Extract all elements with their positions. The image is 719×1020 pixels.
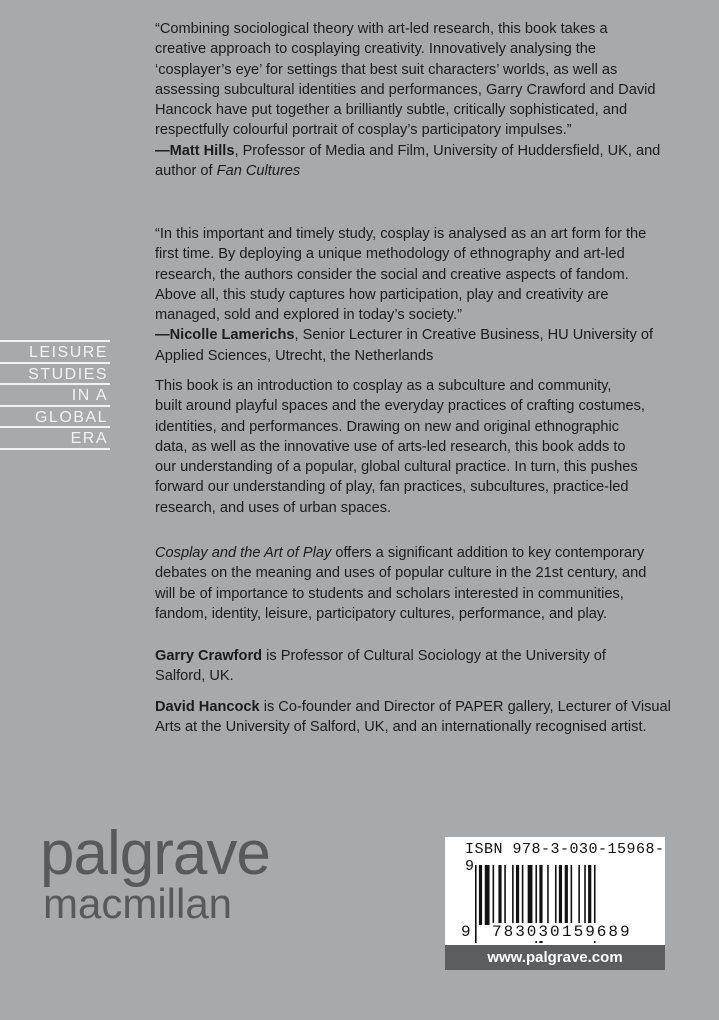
barcode-bar [565,865,568,925]
quote-line: Above all, this study captures how participation, play and creativity are [155,286,609,303]
series-label [0,340,110,450]
quote-line: managed, sold and explored in today’s society.” [155,307,462,324]
barcode-digits: 783030 [492,923,562,941]
barcode-bar [493,865,495,925]
quote-line: creative approach to cosplaying creativity. Innovatively analysing the [155,41,597,58]
quote-line: “In this important and timely study, cosplay is analysed as an art form for the [155,226,647,242]
barcode-digit: 9 [461,923,473,941]
barcode-bar [555,865,557,925]
author-bio-hancock [155,697,695,738]
endorser-affiliation: , Professor of Media and Film, University of Huddersfield, UK, and [234,142,661,159]
barcode-bar [571,865,573,925]
significance [155,543,695,624]
text-line: will be of importance to students and scholars interested in communities, [155,585,624,602]
barcode-bar [578,865,580,925]
series-word: LEISURE [0,340,110,362]
barcode-bar [512,865,514,925]
text-line: research, and uses of urban spaces. [155,499,392,516]
barcode-bar [475,865,477,943]
text-line: identities, and performances. Drawing on new and original ethnographic [155,418,620,435]
text-line: forward our understanding of play, fan practices, subcultures, practice-led [155,479,629,496]
quote-line: respectfully colourful portrait of cosplay’s participatory impulses.” [155,122,572,139]
barcode-bar [547,865,549,925]
book-title: Fan Cultures [216,163,301,180]
text-line: fandom, identity, leisure, participatory cultures, performance, and play. [155,605,608,622]
text-line: Arts at the University of Salford, UK, and an internationally recognised artist. [155,719,647,736]
barcode-bar [559,865,562,925]
series-word: IN A [0,383,110,405]
barcode-bar [485,865,490,925]
quote-line: “Combining sociological theory with art-led research, this book takes a [155,21,608,37]
endorser-name: —Matt Hills [155,142,235,159]
barcode-digits: 159689 [562,923,632,941]
barcode-bar [498,865,501,925]
series-word: ERA [0,426,110,448]
book-title: Cosplay and the Art of Play [155,545,332,561]
endorsement-matt-hills [155,19,695,181]
barcode [445,837,665,945]
endorser-affiliation: Applied Sciences, Utrecht, the Netherlands [155,347,434,364]
text-line: data, as well as the innovative use of arts-led research, this book adds to [155,438,626,455]
barcode-bar [588,865,591,925]
barcode-bar [516,865,519,925]
series-word: GLOBAL [0,405,110,427]
text-line: built around playful spaces and the everyday practices of crafting costumes, [155,398,645,415]
quote-line: ‘cosplayer’s eye’ for settings that best suit characters’ worlds, as well as [155,61,618,78]
endorsement-nicolle-lamerichs [155,224,695,366]
barcode-bar [504,865,506,925]
quote-line: first time. By deploying a unique methodology of ethnography and art-led [155,246,625,263]
text-line: is Co-founder and Director of PAPER gallery, Lecturer of Visual [259,699,671,715]
barcode-bar [479,865,482,925]
endorser-name: —Nicolle Lamerichs [155,327,295,344]
endorser-affiliation: , Senior Lecturer in Creative Business, HU University of [294,327,654,344]
author-name: David Hancock [155,699,260,715]
text-line: our understanding of a popular, global cultural practice. In turn, this pushes [155,459,638,476]
publisher-logo: macmillan [43,880,233,927]
publisher-logo: palgrave [40,819,270,888]
barcode-bar [522,865,524,925]
text-line: offers a significant addition to key contemporary [331,545,645,561]
author-name: Garry Crawford [155,648,263,664]
text-line: is Professor of Cultural Sociology at the University of [262,648,606,664]
quote-line: assessing subcultural identities and performances, Garry Crawford and David [155,81,656,98]
quote-line: Hancock have put together a brilliantly subtle, critically sophisticated, and [155,102,628,119]
description [155,376,695,518]
barcode-bar [528,865,533,925]
quote-line: research, the authors consider the social and creative aspects of fandom. [155,266,629,283]
text-line: This book is an introduction to cosplay as a subculture and community, [155,378,612,394]
series-word: STUDIES [0,362,110,384]
publisher-url: www.palgrave.com [445,945,665,970]
isbn-text: ISBN 978-3-030-15968-9 [465,841,665,875]
endorser-affiliation: author of [155,163,217,180]
barcode-bar [584,865,586,925]
text-line: Salford, UK. [155,668,234,685]
author-bio-crawford [155,646,695,687]
text-line: debates on the meaning and uses of popular culture in the 21st century, and [155,565,647,582]
